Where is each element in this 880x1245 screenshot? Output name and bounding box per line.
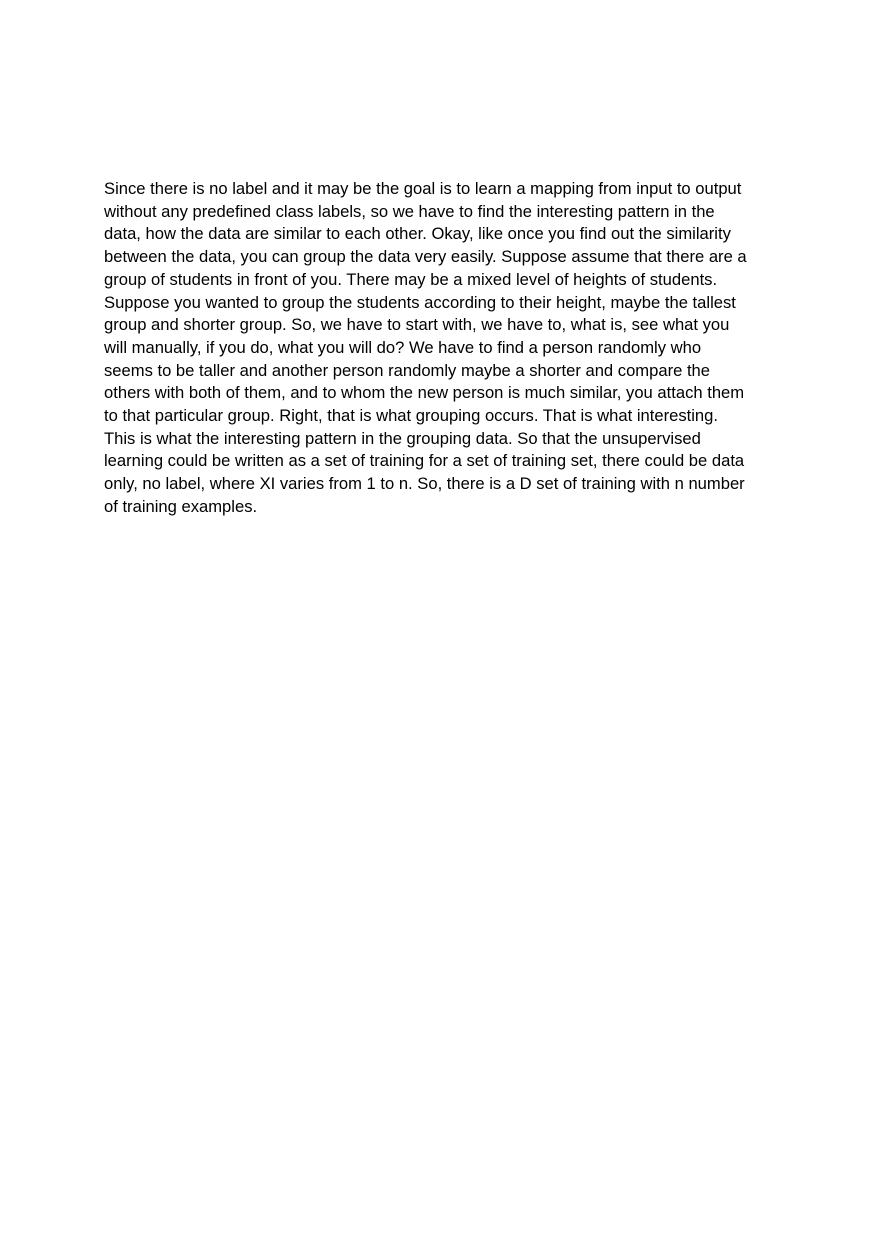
body-paragraph: Since there is no label and it may be the goal is to learn a mapping from input to output without any predefined class labels, so we have to find the interesting pattern in the data, how the data are similar to each other. Okay, like once you find out the similarity between the data, you can group the data very easily. Suppose assume that there are a group of students in front of you. There may be a mixed level of heights of students. Suppose you wanted to group the students according to their height, maybe the tallest group and shorter group. So, we have to start with, we have to, what is, see what you will manually, if you do, what you will do? We have to find a person randomly who seems to be taller and another person randomly maybe a shorter and compare the others with both of them, and to whom the new person is much similar, you attach them to that particular group. Right, that is what grouping occurs. That is what interesting. This is what the interesting pattern in the grouping data. So that the unsupervised learning could be written as a set of training for a set of training set, there could be data only, no label, where XI varies from 1 to n. So, there is a D set of training with n number of training examples. [104, 179, 747, 516]
